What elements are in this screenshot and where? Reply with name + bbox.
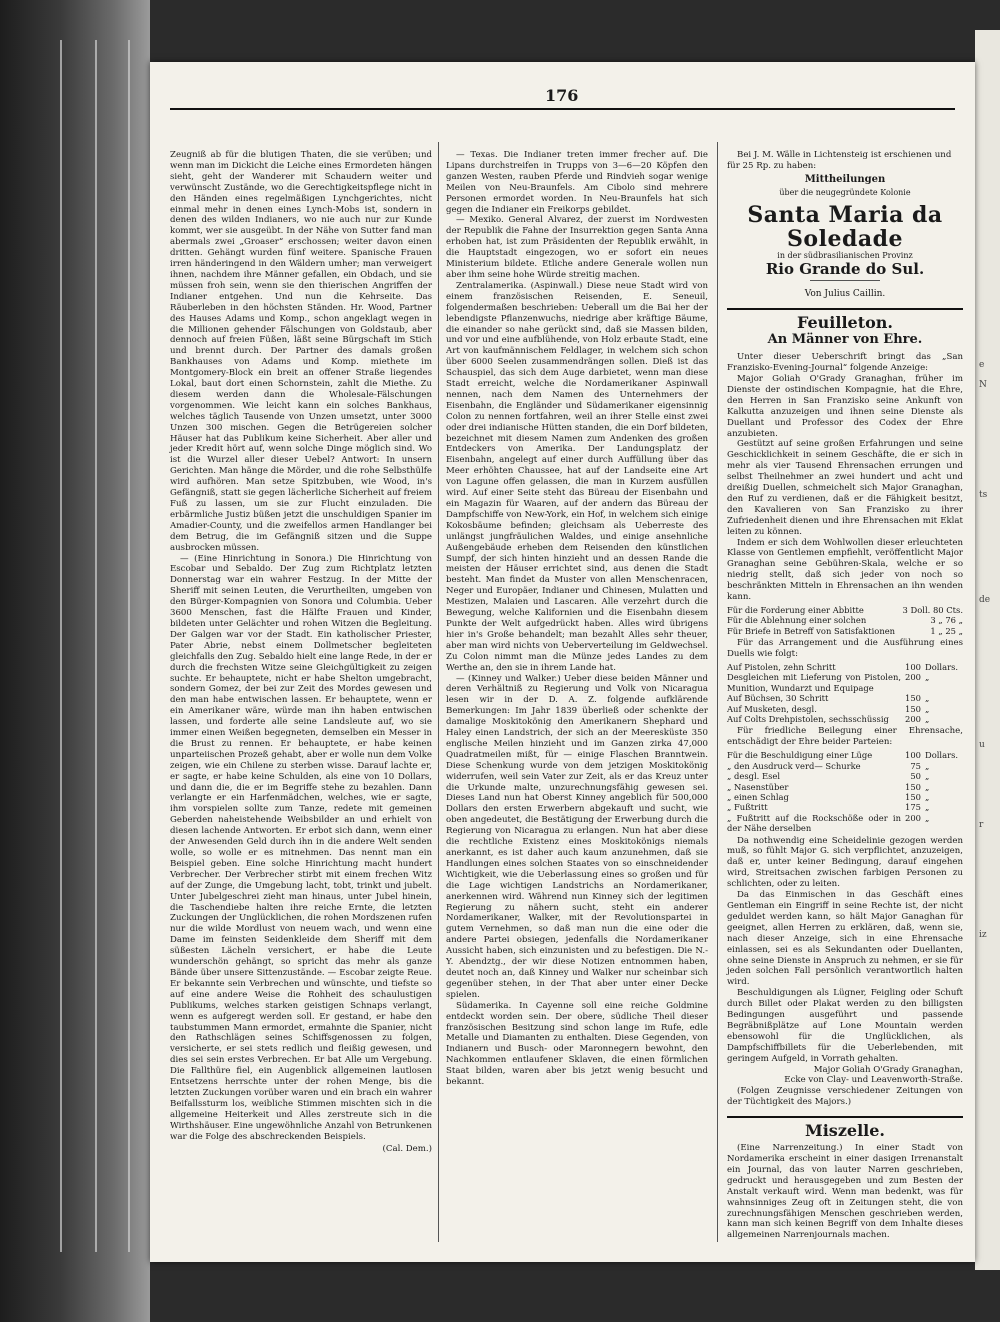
fee-amount: 150 xyxy=(905,693,921,704)
fee-row xyxy=(727,761,963,771)
advertisement xyxy=(727,150,963,300)
fee-unit: „ xyxy=(925,714,930,725)
page-edge-line xyxy=(60,40,62,1252)
article-paragraph: Beschuldigungen als Lügner, Feigling oder Schuft durch Billet oder Plakat werden zu den billigsten Bedingungen ausgeführt und passende Begräbnißplätze auf Lone Mountain werden ebensowohl für die Unglücklichen, als Dampfschiffbillets für die Ueberlebenden, mit geringem Aufgeld, in Vorrath gehalten. xyxy=(727,988,963,1064)
fee-item: Auf Colts Drehpistolen, sechsschüssig xyxy=(727,714,889,725)
header-rule xyxy=(170,108,955,110)
fee-unit: „ xyxy=(925,693,930,704)
fee-row xyxy=(727,693,963,703)
fee-row xyxy=(727,771,963,781)
article-title: An Männer von Ehre. xyxy=(767,332,923,348)
article-paragraph: Unter dieser Ueberschrift bringt das „San Franzisko-Evening-Journal“ folgende Anzeige: xyxy=(727,352,963,374)
fee-row xyxy=(727,626,963,636)
fee-row xyxy=(727,704,963,714)
column-divider xyxy=(438,142,439,1242)
source-attribution: (Cal. Dem.) xyxy=(382,1144,432,1155)
section-title: Feuilleton. xyxy=(797,313,893,333)
fee-row xyxy=(727,792,963,802)
fee-unit: „ xyxy=(925,703,930,714)
article-paragraph: — Texas. Die Indianer treten immer frecher auf. Die Lipans durchstreifen in Trupps von 3—6—20 Köpfen den ganzen Westen, rauben Pferde und Rindvieh sogar wenige Meilen von Neu-Braunfels. Am Cibolo sind mehrere Personen ermordet worden. In Neu-Braunfels hat sich gegen die Indianer ein Freikorps gebildet. xyxy=(446,150,708,215)
fee-item: „ einen Schlag xyxy=(727,791,789,802)
misc-section-title: Miszelle. xyxy=(805,1121,885,1141)
facing-page-fragment: r xyxy=(979,820,984,830)
fee-item: „ Nasenstüber xyxy=(727,781,789,792)
fee-item: Für die Forderung einer Abbitte xyxy=(727,605,864,615)
fee-unit: „ xyxy=(925,802,930,813)
ad-title: Santa Maria da Soledade xyxy=(747,201,943,252)
fee-item: Auf Musketen, desgl. xyxy=(727,703,817,714)
facing-page-edge xyxy=(975,30,1000,1270)
fee-unit: „ xyxy=(925,791,930,802)
fee-amount: 150 xyxy=(905,791,921,802)
fee-row xyxy=(727,662,963,672)
fee-row xyxy=(727,615,963,625)
ad-author: Von Julius Caillin. xyxy=(804,289,886,300)
fee-item: „ Fußtritt xyxy=(727,802,768,813)
fee-item: Für die Ablehnung einer solchen xyxy=(727,615,867,626)
column-3 xyxy=(727,150,963,1241)
article-paragraph: (Eine Narrenzeitung.) In einer Stadt von Nordamerika erscheint in einer dasigen Irrenanstalt ein Journal, das von lauter Narren geschrieben, gedruckt und herausgegeben und zum Besten der Anstalt verkauft wird. Wenn man bedenkt, was für wahnsinniges Zeug oft in Zeitungen steht, die von zurechnungsfähigen Menschen geschrieben werden, kann man sich keinen Begriff von dem Inhalte dieses allgemeinen Narrenjournals machen. xyxy=(727,1143,963,1241)
fee-amount: 1 „ 25 „ xyxy=(930,625,963,636)
article-paragraph: — (Kinney und Walker.) Ueber diese beiden Männer und deren Verhältniß zu Regierung und Volk von Nicaragua lesen wir in der D. A. Z. folgende aufklärende Bemerkungen: Im Jahr 1839 überließ oder schenkte der damalige Moskitokönig den Amerikanern Shephard und Haley einen Landstrich, der sich an der Meeresküste 350 englische Meilen hinzieht und im Ganzen zirka 47,000 Quadratmeilen mißt, für — einige Flaschen Branntwein. Diese Schenkung wurde von dem jetzigen Moskitokönig widerrufen, weil sein Vater zur Zeit, als er das Kreuz unter die Urkunde malte, unzurechnungsfähig gewesen sei. Dieses Land nun hat Oberst Kinney angeblich für 500,000 Dollars den ersten Erwerbern abgekauft und sucht, wie oben angedeutet, die Bestätigung der Erwerbung durch die Regierung von Nicaragua zu erlangen. Nun hat aber diese die rechtliche Existenz eines Moskitokönigs niemals anerkannt, es ist daher auch kaum anzunehmen, daß sie Handlungen eines solchen Staates von so einschneidender Wichtigkeit, wie die Ueberlassung eines so großen und für die Lage wichtigen Landstrichs an Nordamerikaner, anerkennen wird. Während nun Kinney sich der legitimen Regierung zu nähern sucht, steht ein anderer Nordamerikaner, Walker, mit der Revolutionspartei in gutem Vernehmen, so daß man nun die eine oder die andere Partei obsiegen, jedenfalls die Nordamerikaner Aussicht haben, sich einzunisten und zu befestigen. Die N.-Y. Abendztg., der wir diese Notizen entnommen haben, deutet noch an, daß Kinney und Walker nur scheinbar sich gegenüber stehen, in der That aber unter einer Decke spielen. xyxy=(446,673,708,1000)
fee-item: Für Briefe in Betreff von Satisfaktionen xyxy=(727,625,896,636)
fee-item: Auf Pistolen, zehn Schritt xyxy=(727,662,836,673)
fee-item: Auf Büchsen, 30 Schritt xyxy=(727,693,829,704)
facing-page-fragment: e xyxy=(979,360,985,370)
ad-subtitle-2: in der südbrasilianischen Provinz xyxy=(777,250,913,260)
article-paragraph: — Mexiko. General Alvarez, der zuerst im Nordwesten der Republik die Fahne der Insurrektion gegen Santa Anna erhoben hat, ist zum Präsidenten der Republik erwählt, in die Hauptstadt eingezogen, wo er sofort ein neues Ministerium bildete. Etliche andere Generale wollen nun aber ihm seine hohe Würde streitig machen. xyxy=(446,215,708,280)
facing-page-fragment: de xyxy=(979,595,991,605)
signatory-address: Ecke von Clay- und Leavenworth-Straße. xyxy=(784,1075,963,1086)
fee-amount: 150 xyxy=(905,703,921,714)
fee-amount: 100 xyxy=(905,662,921,673)
page-edge-line xyxy=(95,40,97,1252)
fee-note: Für friedliche Beilegung einer Ehrensache, entschädigt der Ehre beider Parteien: xyxy=(727,726,963,748)
fee-row xyxy=(727,605,963,615)
fee-row xyxy=(727,750,963,760)
fee-unit: Dollars. xyxy=(925,750,959,761)
fee-item: Für die Beschuldigung einer Lüge xyxy=(727,750,873,761)
footnote: (Folgen Zeugnisse verschiedener Zeitungen von der Tüchtigkeit des Majors.) xyxy=(727,1086,963,1108)
separator xyxy=(810,280,880,281)
fee-table-requests xyxy=(727,605,963,636)
fee-item: „ Fußtritt auf die Rockschöße oder in der Nähe derselben xyxy=(727,812,901,834)
column-divider xyxy=(717,142,718,1242)
fee-unit: „ xyxy=(925,781,930,792)
ad-label: Mittheilungen xyxy=(804,173,886,185)
section-rule xyxy=(727,308,963,310)
facing-page-fragment: ts xyxy=(979,490,988,500)
page-edge-line xyxy=(128,40,130,1252)
fee-unit: „ xyxy=(925,812,930,823)
ad-subtitle: über die neugegründete Kolonie xyxy=(779,187,911,197)
fee-note: Für das Arrangement und die Ausführung eines Duells wie folgt: xyxy=(727,638,963,660)
article-paragraph: Zeugniß ab für die blutigen Thaten, die sie verüben; und wenn man im Dickicht die Leiche eines Ermordeten hängen sieht, geht der Wanderer mit Schaudern weiter und verwünscht Zustände, wo die Gerechtigkeitspflege nicht in den Händen eines regelmäßigen Lynchgerichtes, nicht einmal mehr in denen eines Lynch-Mobs ist, sondern in denen des wilden Indianers, wo nie auch nur zur Kunde kommt, wer sie ausgeübt. In der Nähe von Sutter fand man abermals zwei „Groaser“ erschossen; weiter davon einen dritten. Gehängt wurden fünf weitere. Spanische Frauen irren händeringend in den Wäldern umher; man verweigert ihnen, nachdem ihre Männer gefallen, ein Obdach, und sie müssen froh sein, wenn sie den thierischen Angriffen der Indianer entgehen. Und nun die Kehrseite. Das Räuberleben in den höchsten Ständen. Hr. Wood, Partner des Hauses Adams und Komp., schon angeklagt wegen in die Millionen gehender Fälschungen von Goldstaub, aber dennoch auf freien Füßen, läßt seine Bürgschaft im Stich und brennt durch. Der Partner des damals großen Bankhauses von Adams und Komp. miethete im Montgomery-Block ein breit an offener Straße liegendes Lokal, baut dort einen Schornstein, zahlt die Miethe. Zu diesem werden dann die Wholesale-Fälschungen vorgenommen. Wie leicht kann ein solches Bankhaus, welches täglich Tausende von Unzen umsetzt, unter 3000 Unzen 300 mischen. Gegen die Betrügereien solcher Häuser hat das Publikum keine Sicherheit. Aber aller und jeder Kredit hört auf, wenn solche Dinge möglich sind. Wo ist die Wurzel aller dieser Uebel? Antwort: In unsern Gerichten. Man hänge die Mörder, und die rohe Selbsthülfe wird aufhören. Man setze Spitzbuben, wie Wood, in's Gefängniß, statt sie gegen lächerliche Sicherheit auf freiem Fuß zu lassen, um sie zur Flucht einzuladen. Die erbärmliche Justiz büßen jetzt die unschuldigen Spanier im Amadier-County, und die zweifellos armen Handlanger bei dem Betrug, die im Gefängniß sitzen und die Suppe ausbrocken müssen. xyxy=(170,150,432,553)
fee-row xyxy=(727,672,963,693)
fee-item: „ den Ausdruck verd— Schurke xyxy=(727,760,861,771)
fee-amount: 200 xyxy=(905,812,921,823)
fee-item: „ desgl. Esel xyxy=(727,771,781,782)
fee-amount: 75 xyxy=(910,760,921,771)
page-number: 176 xyxy=(545,86,579,105)
article-paragraph: Da nothwendig eine Scheidelinie gezogen werden muß, so fühlt Major G. sich verpflichtet, anzuzeigen, daß er, unter keiner Bedingung, darauf eingehen wird, Streitsachen zwischen farbigen Personen zu schlichten, oder zu leiten. xyxy=(727,835,963,890)
fee-row xyxy=(727,782,963,792)
article-paragraph: Major Goliah O'Grady Granaghan, früher im Dienste der ostindischen Kompagnie, hat die Ehre, den Herren in San Franzisko seine Ankunft von Kalkutta anzuzeigen und ihnen seine Dienste als Duellant und Professor des Codex der Ehre anzubieten. xyxy=(727,373,963,439)
fee-amount: 200 xyxy=(905,672,921,683)
column-1 xyxy=(170,150,432,1155)
fee-unit: „ xyxy=(925,760,930,771)
article-paragraph: Südamerika. In Cayenne soll eine reiche Goldmine entdeckt worden sein. Der obere, südliche Theil dieser französischen Besitzung sind schon lange im Rufe, edle Metalle und Diamanten zu enthalten. Diese Gegenden, von Indianern und Busch- oder Maronnegern bewohnt, den Nachkommen entlaufener Sklaven, die einen förmlichen Staat bilden, waren aber bis jetzt wenig besucht und bekannt. xyxy=(446,1000,708,1088)
ad-intro: Bei J. M. Wälle in Lichtensteig ist erschienen und für 25 Rp. zu haben: xyxy=(727,150,952,171)
fee-amount: 175 xyxy=(905,802,921,813)
signatory: Major Goliah O'Grady Granaghan, xyxy=(813,1064,963,1075)
article-paragraph: Indem er sich dem Wohlwollen dieser erleuchteten Klasse von Gentlemen empfiehlt, veröffentlicht Major Granaghan seine Gebühren-Skala, welche er so niedrig stellt, daß sich jeder von noch so beschränkten Mitteln in Ehrensachen an ihn wenden kann. xyxy=(727,537,963,603)
fee-unit: Dollars. xyxy=(925,662,959,673)
facing-page-fragment: iz xyxy=(979,930,987,940)
column-2 xyxy=(446,150,708,1088)
fee-amount: 200 xyxy=(905,714,921,725)
fee-row xyxy=(727,714,963,724)
fee-amount: 3 „ 76 „ xyxy=(930,615,963,626)
fee-amount: 3 Doll. 80 Cts. xyxy=(902,605,963,615)
fee-unit: „ xyxy=(925,672,930,683)
facing-page-fragment: N xyxy=(979,380,987,390)
fee-table-duels xyxy=(727,662,963,724)
facing-page-fragment: u xyxy=(979,740,985,750)
article-paragraph: Gestützt auf seine großen Erfahrungen und seine Geschicklichkeit in seinem Geschäfte, die er sich in mehr als vier Tausend Ehrensachen errungen und selbst Theilnehmer an zwei hundert und acht und dreißig Duellen, schmeichelt sich Major Granaghan, den Ruf zu verdienen, daß er die Fähigkeit besitzt, den Kavalieren von San Franzisko zu ihrer Zufriedenheit dienen und ihre Ehrensachen mit Eklat leiten zu können. xyxy=(727,439,963,537)
fee-amount: 150 xyxy=(905,781,921,792)
section-rule xyxy=(727,1116,963,1118)
fee-row xyxy=(727,813,963,834)
fee-amount: 100 xyxy=(905,750,921,761)
ad-title-2: Rio Grande do Sul. xyxy=(765,259,925,278)
newspaper-page xyxy=(150,62,975,1262)
fee-unit: „ xyxy=(925,771,930,782)
fee-row xyxy=(727,802,963,812)
article-paragraph: Da das Einmischen in das Geschäft eines Gentleman ein Eingriff in seine Rechte ist, der nicht geduldet werden kann, so hält Major Ganaghan für geeignet, allen Herren zu erklären, daß, wenn sie, nach dieser Anzeige, sich in eine Ehrensache einlassen, sei es als Sekundanten oder Duellanten, ohne seine Dienste in Anspruch zu nehmen, er sie für jeden solchen Fall persönlich verantwortlich halten wird. xyxy=(727,890,963,988)
article-paragraph: — (Eine Hinrichtung in Sonora.) Die Hinrichtung von Escobar und Sebaldo. Der Zug zum Richtplatz letzten Donnerstag war ein wahrer Festzug. In der Mitte der Sheriff mit seinen Leuten, die Verurtheilten, umgeben von den Bürger-Kompagnien von Sonora und Columbia. Ueber 3600 Menschen, fast die Hälfte Frauen und Kinder, bildeten unter Gelächter und rohen Witzen die Begleitung. Der Galgen war vor der Stadt. Ein katholischer Priester, Pater Abrie, nebst einem Dollmetscher begleiteten gleichfalls den Zug. Sebaldo hielt eine lange Rede, in der er durch die frechsten Witze seine Gleichgültigkeit zu zeigen suchte. Er behauptete, nicht er habe Shelton umgebracht, sondern Gomez, der bei zur Zeit des Mordes gewesen und den man habe entwischen lassen. Er behauptete, wenn er ein Amerikaner wäre, würde man ihn haben entwischen lassen, und forderte alle seine Landsleute auf, wo sie immer einen Weißen begegneten, demselben ein Messer in die Brust zu rennen. Er behauptete, er habe keinen unparteiischen Prozeß gehabt, aber er wolle nun dem Volke zeigen, wie ein Chilene zu sterben wisse. Darauf lachte er, er sagte, er habe keine Schulden, als eine von 10 Dollars, und dann die, die er im Begriffe stehe zu bezahlen. Dann verlangte er ein Harfenmädchen, welches, wie er sagte, ihm vorspielen sollte zum Tanze, redete mit gemeinen Geberden naheistehende Weibsbilder an und erhielt von diesen lachende Antworten. Er erbot sich dann, wenn einer der Anwesenden Geld durch ihn in die andere Welt senden wolle, so wolle er es mitnehmen. Das nennt man ein Beispiel geben. Eine solche Hinrichtung macht hundert Verbrecher. Der Verbrecher stirbt mit einem frechen Witz auf der Zunge, die Umgebung lacht, tobt, trinkt und jubelt. Unter Jubelgeschrei zieht man hinaus, unter Jubel hinein, die Taschendiebe halten ihre reiche Ernte, die letzten Zuckungen der Unglücklichen, die rohen Mordszenen rufen nur die wilde Mordlust von neuem wach, und wenn eine Dame im feinsten Seidenkleide dem Sheriff mit dem süßesten Lächeln versichert, er habe die Leute wunderschön gehängt, so spricht das mehr als ganze Bände über unsere Sittenzustände. — Escobar zeigte Reue. Er bekannte sein Verbrechen und wünschte, und tiefste so auf eine andere Weise die Rohheit des schaulustigen Publikums, welches starken geistigen Schnaps verlangt, wenn es aufgeregt werden soll. Er gestand, er habe den taubstummen Mann ermordet, ermahnte die Spanier, nicht den Rathschlägen seines Schiffsgenossen zu folgen, versicherte, er sei stets redlich und fleißig gewesen, und dies sei sein erstes Verbrechen. Er bat Alle um Vergebung. Die Fallthüre fiel, ein Augenblick allgemeinen lautlosen Entsetzens herrschte unter der rohen Menge, bis die letzten Zuckungen vorüber waren und ein brach ein wahrer Beifallssturm los, weibliche Stimmen mischten sich in die allgemeine Heiterkeit und Alles zerstreute sich in die Wirthshäuser. Eine ungewöhnliche Anzahl von Betrunkenen war die Folge des abschreckenden Beispiels. xyxy=(170,553,432,1142)
fee-amount: 50 xyxy=(910,771,921,782)
fee-item: Desgleichen mit Lieferung von Pistolen, Munition, Wundarzt und Equipage xyxy=(727,672,901,693)
article-paragraph: Zentralamerika. (Aspinwall.) Diese neue Stadt wird von einem französischen Reisenden, E. Seneuil, folgendermaßen beschrieben: Ueberall um die Bai her der lebendigste Pflanzenwuchs, niedrige aber kräftige Bäume, die einander so nahe gerückt sind, daß sie Massen bilden, und vor und eine aufblühende, von Holz erbaute Stadt, eine Art von kaufmännischem Feldlager, in welchem sich schon über 6000 Seelen zusammendrängen sollen. Dieß ist das Schauspiel, das sich dem Auge darbietet, wenn man diese Stadt erreicht, welche die Nordamerikaner Aspinwall nennen, nach dem Namen des Unternehmers der Eisenbahn, die Engländer und Südamerikaner eigensinnig Colon zu nennen fortfahren, weil an ihrer Stelle einst zwei oder drei indianische Hütten standen, die ein Dorf bildeten, bezeichnet mit diesem Namen zum Andenken des großen Entdeckers von Amerika. Der Landungsplatz der Eisenbahn, angelegt auf einer durch Auffüllung über das Meer erhöhten Chaussee, hat auf der Landseite eine Art von Lagune offen gelassen, die man in Kurzem ausfüllen wird. Auf einer Seite steht das Büreau der Eisenbahn und ein Magazin für Waaren, auf der andern das Büreau der Dampfschiffe von New-York, ein Hof, in welchem sich einige Kokosbäume befinden; gleichsam als Ueberreste des unlängst jungfräulichen Waldes, und einige ansehnliche Außengebäude erheben dem Reisenden den künstlichen Sumpf, der sich hinten hinzieht und an dessen Rande die meisten der Häuser errichtet sind, aus denen die Stadt besteht. Man findet da Muster von allen Menschenracen, Neger und Europäer, Indianer und Chinesen, Mulatten und Mestizen, Malaien und Lascaren. Alle verzehrt durch die Bewegung, welche Kalifornien und die Eisenbahn diesem Punkte der Welt aufgedrückt haben. Alles wird übrigens hier in's Große behandelt; man bezahlt Alles sehr theuer, aber man wird nichts von Ueberverteilung im Geldwechsel. Zu Colon nimmt man die Münze jedes Landes zu dem Werthe an, den sie in ihrem Lande hat. xyxy=(446,280,708,673)
fee-table-settlements xyxy=(727,750,963,833)
book-binding xyxy=(0,0,150,1322)
